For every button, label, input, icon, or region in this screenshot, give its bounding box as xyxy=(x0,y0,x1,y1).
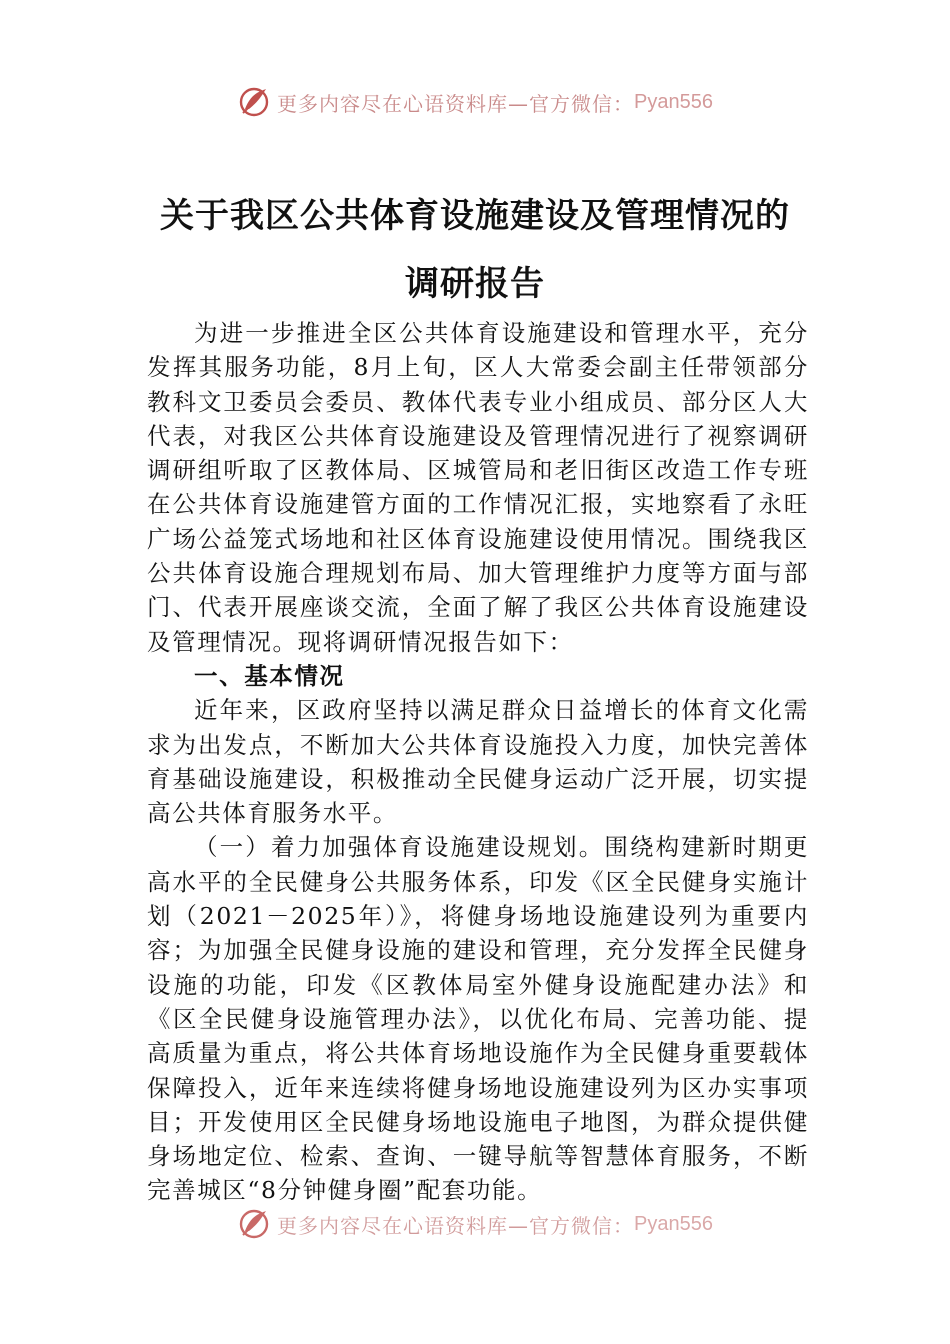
watermark-text: 更多内容尽在心语资料库—官方微信： xyxy=(277,1213,635,1238)
watermark-wechat-id: Pyan556 xyxy=(634,1212,713,1235)
section-heading: 一、基本情况 xyxy=(194,661,345,690)
section-paragraph: 近年来，区政府坚持以满足群众日益增长的体育文化需求为出发点，不断加大公共体育设施投入力度，加快完善体育基础设施建设，积极推动全民健身运动广泛开展，切实提高公共体育服务水平。 xyxy=(147,696,809,828)
watermark-wechat-id: Pyan556 xyxy=(634,90,713,113)
document-title-line1: 关于我区公共体育设施建设及管理情况的 xyxy=(160,196,790,236)
watermark-text: 更多内容尽在心语资料库—官方微信： xyxy=(277,91,635,116)
watermark-header xyxy=(0,84,950,120)
subsection-body: 围绕构建新时期更高水平的全民健身公共服务体系，印发《区全民健身实施计划（2021－2025年）》，将健身场地设施建设列为重要内容；为加强全民健身设施的建设和管理，充分发挥全民健身设施的功能，印发《区教体局室外健身设施配建办法》和《区全民健身设施管理办法》，以优化布局、完善功能、提高质量为重点，将公共体育场地设施作为全民健身重要载体保障投入，近年来连续将健身场地设施建设列为区办实事项目；开发使用区全民健身场地设施电子地图，为群众提供健身场地定位、检索、查询、一键导航等智慧体育服务，不断完善城区“8分钟健身圈”配套功能。 xyxy=(147,833,809,1205)
subsection-lead: （一）着力加强体育设施建设规划。 xyxy=(194,833,605,862)
intro-paragraph: 为进一步推进全区公共体育设施建设和管理水平，充分发挥其服务功能，8月上旬，区人大常委会副主任带领部分教科文卫委员会委员、教体代表专业小组成员、部分区人大代表，对我区公共体育设施建设及管理情况进行了视察调研调研组听取了区教体局、区城管局和老旧街区改造工作专班在公共体育设施建管方面的工作情况汇报，实地察看了永旺广场公益笼式场地和社区体育设施建设使用情况。围绕我区公共体育设施合理规划布局、加大管理维护力度等方面与部门、代表开展座谈交流，全面了解了我区公共体育设施建设及管理情况。现将调研情况报告如下： xyxy=(147,319,809,656)
brand-logo-icon xyxy=(237,1207,271,1241)
document-title-line2: 调研报告 xyxy=(405,264,545,304)
brand-logo-icon xyxy=(237,85,271,119)
watermark-footer xyxy=(0,1206,950,1242)
subsection-paragraph xyxy=(147,830,809,1207)
document-body xyxy=(147,316,809,1208)
